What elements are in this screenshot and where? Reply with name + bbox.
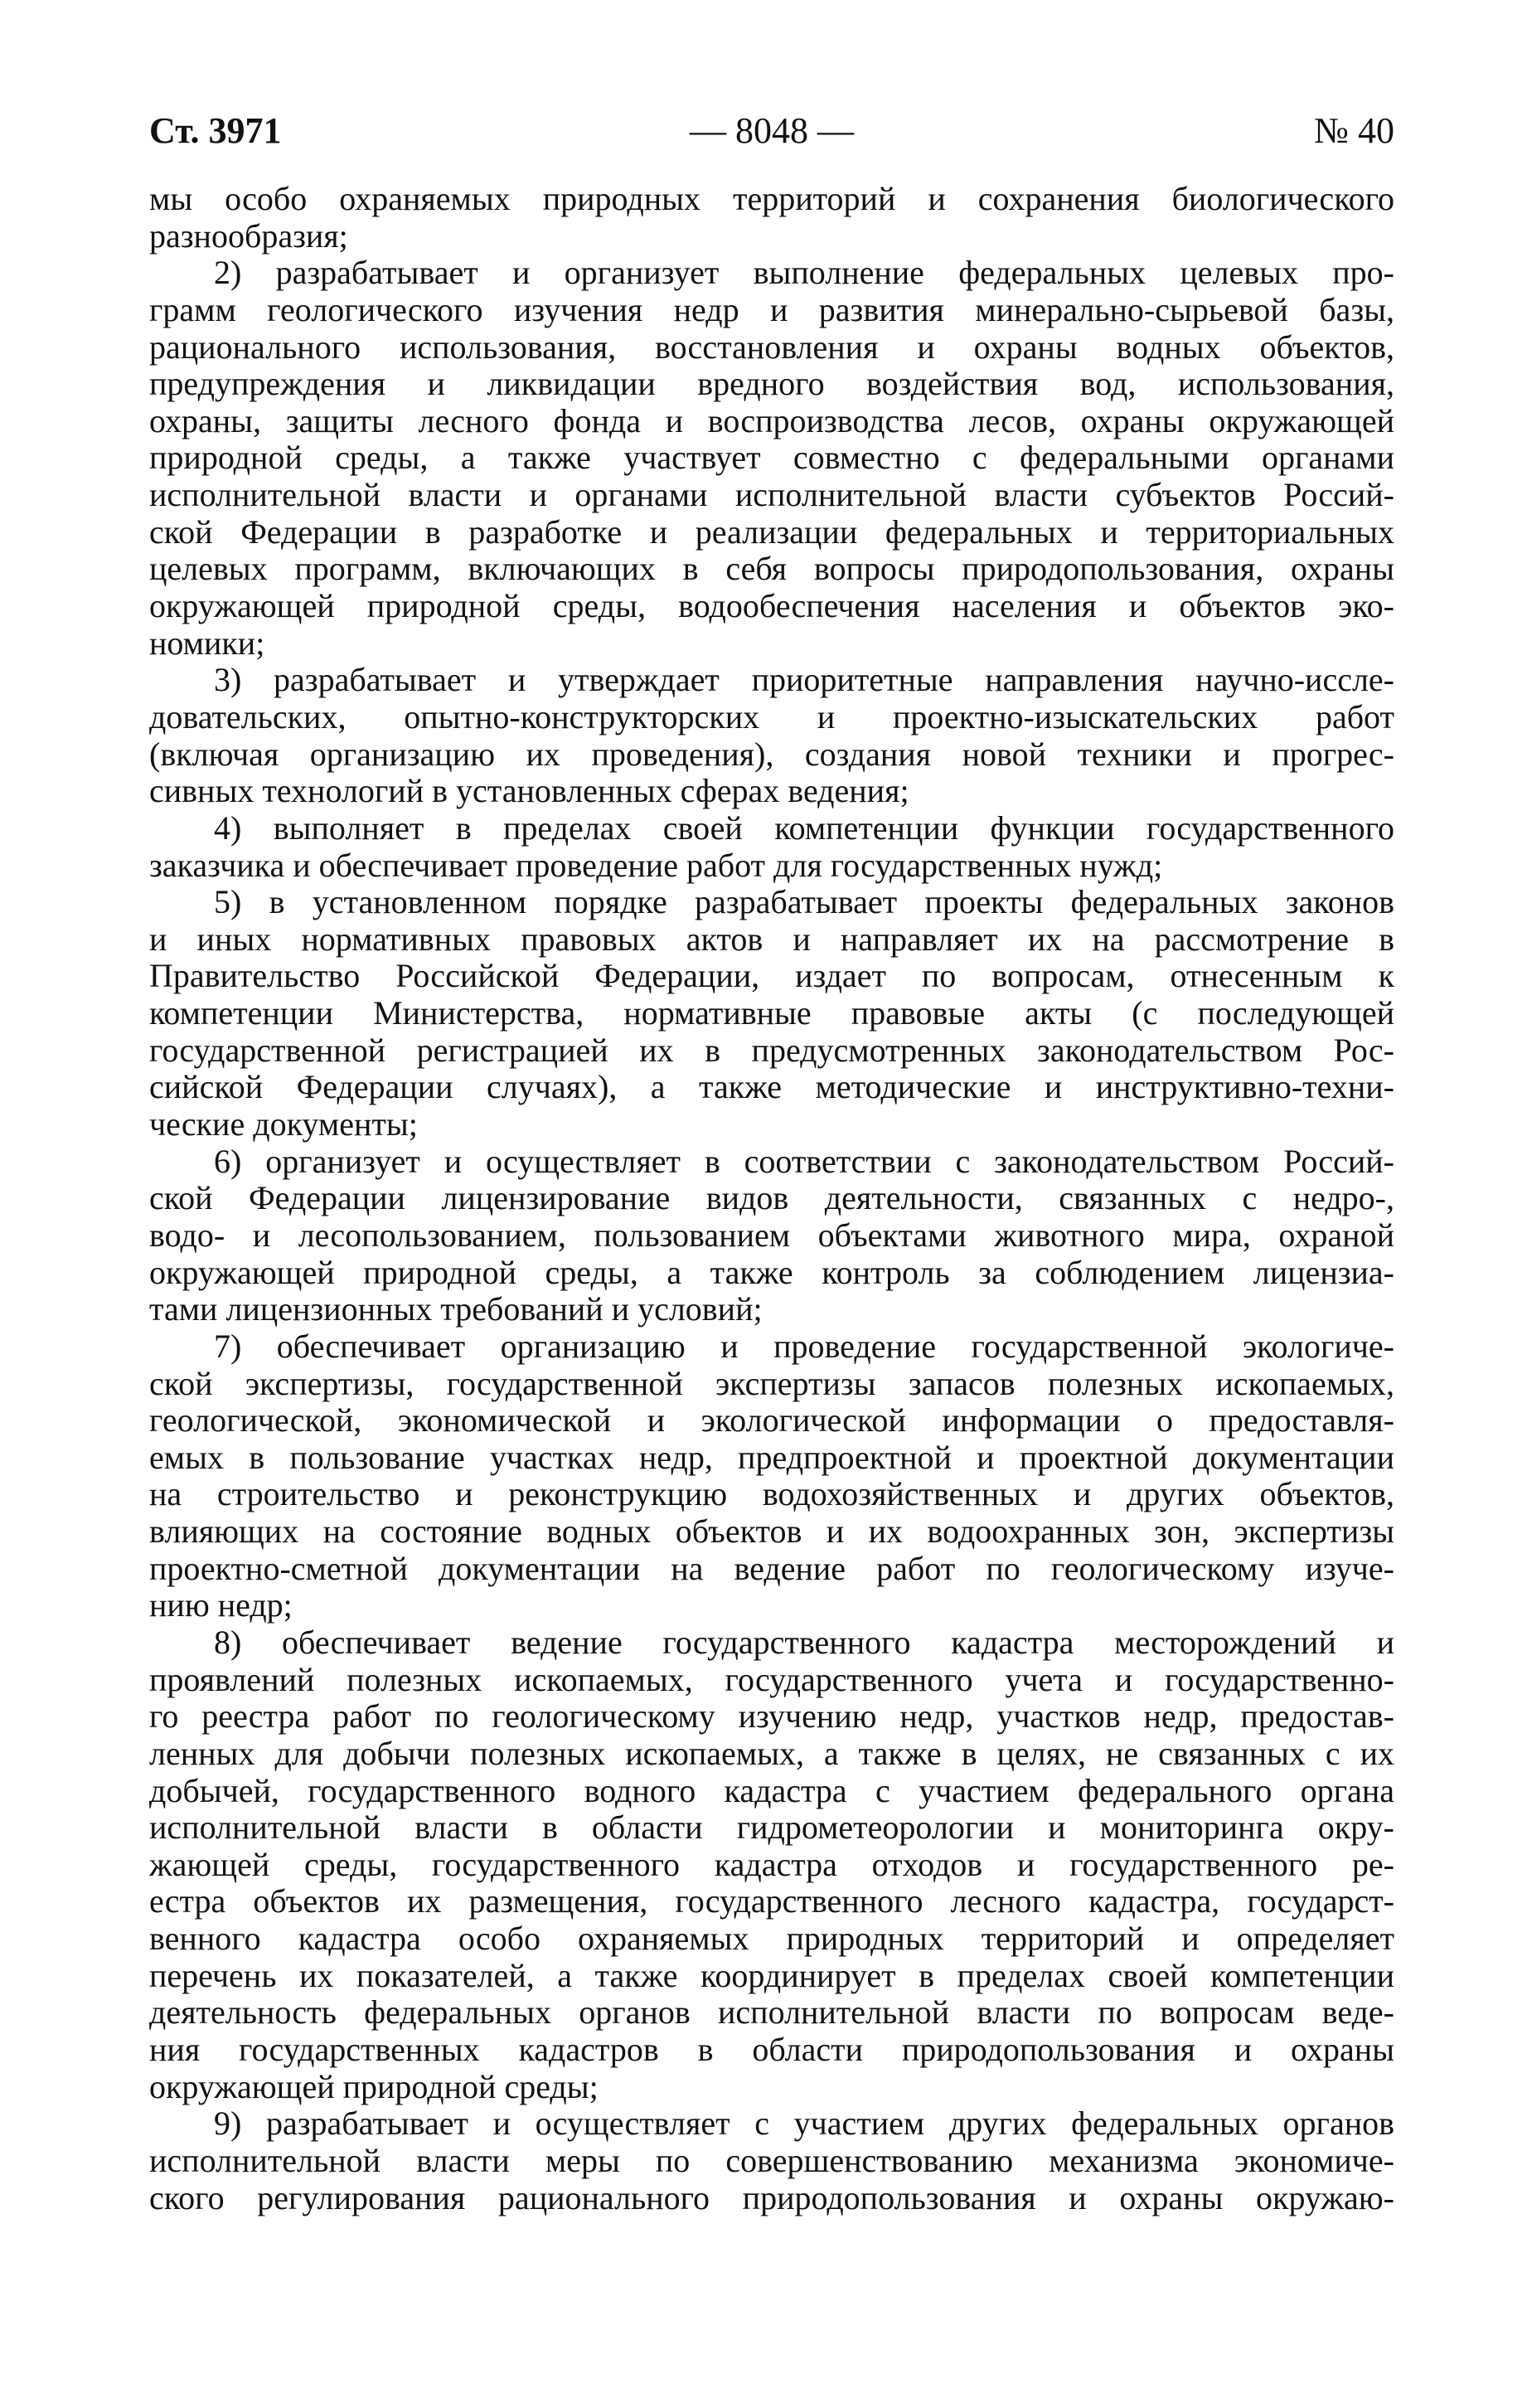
page-number: — 8048 — xyxy=(690,110,854,151)
text-line: исполнительной власти меры по совершенствованию механизма экономиче- xyxy=(149,2141,1394,2179)
text-line: целевых программ, включающих в себя вопросы природопользования, охраны xyxy=(149,550,1394,588)
text-line: исполнительной власти в области гидрометеорологии и мониторинга окру- xyxy=(149,1808,1394,1847)
text-line: Правительство Российской Федерации, издает по вопросам, отнесенным к xyxy=(149,957,1394,995)
text-line: ческие документы; xyxy=(149,1105,418,1143)
text-line: мы особо охраняемых природных территорий и сохранения биологического xyxy=(149,180,1394,217)
text-line: на строительство и реконструкцию водохозяйственных и других объектов, xyxy=(149,1475,1394,1513)
text-line: венного кадастра особо охраняемых природных территорий и определяет xyxy=(149,1920,1394,1958)
text-line: ской экспертизы, государственной экспертизы запасов полезных ископаемых, xyxy=(149,1364,1394,1402)
text-line: компетенции Министерства, нормативные правовые акты (с последующей xyxy=(149,994,1394,1032)
text-line: 8) обеспечивает ведение государственного кадастра месторождений и xyxy=(214,1623,1394,1661)
text-line: проявлений полезных ископаемых, государственного учета и государственно- xyxy=(149,1660,1394,1698)
text-line: нию недр; xyxy=(149,1586,293,1624)
text-line: предупреждения и ликвидации вредного воздействия вод, использования, xyxy=(149,365,1394,403)
text-line: охраны, защиты лесного фонда и воспроизводства лесов, охраны окружающей xyxy=(149,401,1394,439)
text-line: ского регулирования рационального природопользования и охраны окружаю- xyxy=(149,2178,1394,2216)
text-line: номики; xyxy=(149,624,265,662)
text-line: ской Федерации в разработке и реализации федеральных и территориальных xyxy=(149,512,1394,551)
text-line: рационального использования, восстановления и охраны водных объектов, xyxy=(149,328,1394,366)
text-line: водо- и лесопользованием, пользованием объектами животного мира, охраной xyxy=(149,1216,1394,1254)
text-line: жающей среды, государственного кадастра отходов и государственного ре- xyxy=(149,1845,1394,1883)
text-line: 4) выполняет в пределах своей компетенции функции государственного xyxy=(214,808,1394,847)
text-line: разнообразия; xyxy=(149,216,348,255)
text-line: окружающей природной среды, а также контроль за соблюдением лицензиа- xyxy=(149,1253,1394,1291)
text-line: сийской Федерации случаях), а также методические и инструктивно-техни- xyxy=(149,1068,1394,1106)
text-line: геологической, экономической и экологической информации о предоставля- xyxy=(149,1401,1394,1439)
text-line: исполнительной власти и органами исполнительной власти субъектов Россий- xyxy=(149,476,1394,514)
text-line: тами лицензионных требований и условий; xyxy=(149,1290,763,1328)
text-line: влияющих на состояние водных объектов и их водоохранных зон, экспертизы xyxy=(149,1512,1394,1551)
text-line: 7) обеспечивает организацию и проведение государственной экологиче- xyxy=(214,1327,1394,1365)
text-line: добычей, государственного водного кадастра с участием федерального органа xyxy=(149,1771,1394,1809)
text-line: и иных нормативных правовых актов и направляет их на рассмотрение в xyxy=(149,920,1394,958)
issue-number: № 40 xyxy=(1314,110,1394,151)
text-line: деятельность федеральных органов исполнительной власти по вопросам веде- xyxy=(149,1993,1394,2032)
text-line: го реестра работ по геологическому изучению недр, участков недр, предостав- xyxy=(149,1697,1394,1736)
text-line: 6) организует и осуществляет в соответствии с законодательством Россий- xyxy=(214,1142,1394,1180)
text-line: перечень их показателей, а также координирует в пределах своей компетенции xyxy=(149,1956,1394,1994)
text-line: ленных для добычи полезных ископаемых, а также в целях, не связанных с их xyxy=(149,1734,1394,1772)
text-line: довательских, опытно-конструкторских и проектно-изыскательских работ xyxy=(149,697,1394,736)
article-number: Ст. 3971 xyxy=(149,110,282,151)
text-line: 2) разрабатывает и организует выполнение федеральных целевых про- xyxy=(214,254,1394,292)
text-line: сивных технологий в установленных сферах ведения; xyxy=(149,772,909,810)
text-line: 9) разрабатывает и осуществляет с участием других федеральных органов xyxy=(214,2105,1394,2143)
text-line: 5) в установленном порядке разрабатывает проекты федеральных законов xyxy=(214,883,1394,921)
text-line: (включая организацию их проведения), создания новой техники и прогрес- xyxy=(149,735,1394,773)
text-line: 3) разрабатывает и утверждает приоритетные направления научно-иссле- xyxy=(214,661,1394,699)
text-line: природной среды, а также участвует совместно с федеральными органами xyxy=(149,439,1394,477)
body-text xyxy=(149,181,1394,2216)
text-line: окружающей природной среды; xyxy=(149,2067,599,2105)
text-line: емых в пользование участках недр, предпроектной и проектной документации xyxy=(149,1438,1394,1476)
text-line: проектно-сметной документации на ведение работ по геологическому изуче- xyxy=(149,1549,1394,1587)
text-line: ния государственных кадастров в области природопользования и охраны xyxy=(149,2031,1394,2069)
text-line: заказчика и обеспечивает проведение работ для государственных нужд; xyxy=(149,846,1163,884)
text-line: грамм геологического изучения недр и развития минерально-сырьевой базы, xyxy=(149,290,1394,328)
text-line: окружающей природной среды, водообеспечения населения и объектов эко- xyxy=(149,587,1394,625)
page-header xyxy=(149,106,1394,156)
text-line: государственной регистрацией их в предусмотренных законодательством Рос- xyxy=(149,1031,1394,1069)
text-line: ской Федерации лицензирование видов деятельности, связанных с недро-, xyxy=(149,1179,1394,1217)
text-line: естра объектов их размещения, государственного лесного кадастра, государст- xyxy=(149,1882,1394,1920)
